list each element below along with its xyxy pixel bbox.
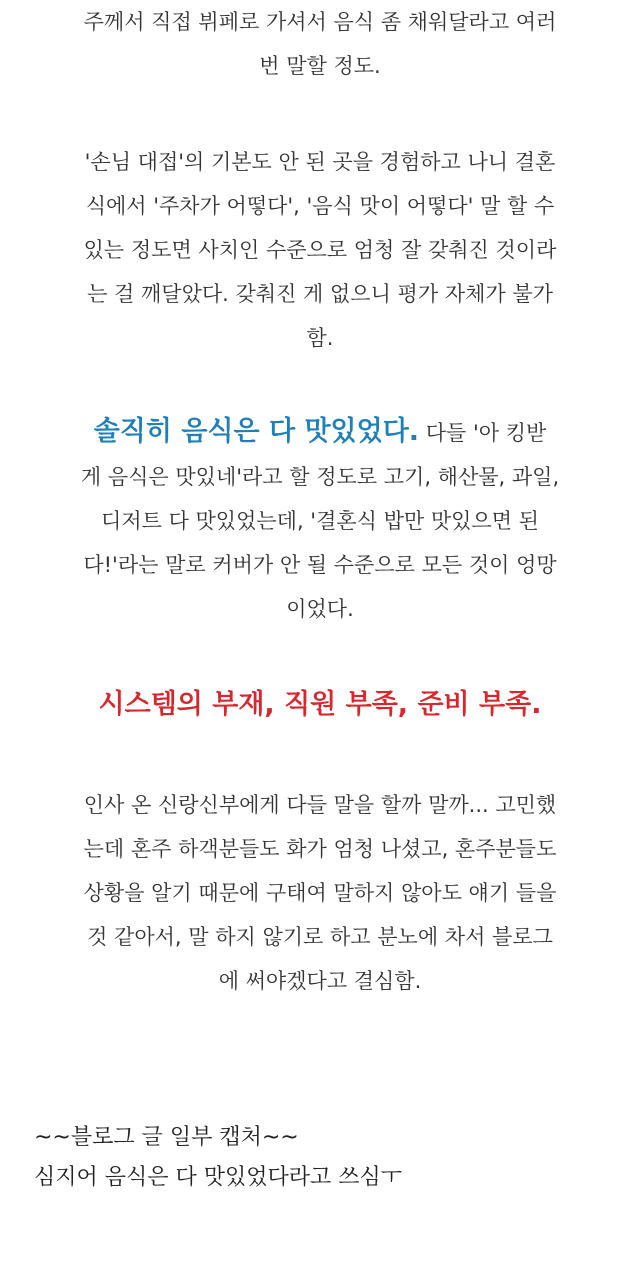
text-line: 에 써야겠다고 결심함. bbox=[218, 969, 422, 993]
post-caption bbox=[34, 1118, 614, 1198]
caption-line: 심지어 음식은 다 맛있었다라고 쓰심ㅜ bbox=[34, 1165, 403, 1190]
text-line: '손님 대접'의 기본도 안 된 곳을 경험하고 나니 결혼 bbox=[84, 150, 556, 174]
text-line: 이었다. bbox=[286, 597, 354, 621]
paragraph-decision bbox=[40, 783, 600, 1003]
text-line: 디저트 다 맛있었는데, '결혼식 밥만 맛있으면 된 bbox=[101, 509, 539, 533]
text-line: 다!'라는 말로 커버가 안 될 수준으로 모든 것이 엉망 bbox=[83, 553, 557, 577]
text-line: 있는 정도면 사치인 수준으로 엄청 잘 갖춰진 것이라 bbox=[83, 238, 557, 262]
text-line: 함. bbox=[306, 326, 334, 350]
text-line: 인사 온 신랑신부에게 다들 말을 할까 말까... 고민했 bbox=[83, 793, 557, 817]
text-line: 상황을 알기 때문에 구태여 말하지 않아도 얘기 들을 bbox=[83, 881, 557, 905]
caption-line: ~~블로그 글 일부 캡처~~ bbox=[34, 1125, 299, 1150]
text-line: 주께서 직접 뷔페로 가셔서 음식 좀 채워달라고 여러 bbox=[83, 10, 557, 34]
text-fragment: 다들 '아 킹받 bbox=[419, 421, 547, 445]
paragraph-buffet bbox=[40, 0, 600, 88]
paragraph-hospitality bbox=[40, 140, 600, 360]
text-line: 는데 혼주 하객분들도 화가 엄청 나셨고, 혼주분들도 bbox=[83, 837, 557, 861]
blog-capture bbox=[40, 0, 600, 1003]
highlight-text: 솔직히 음식은 다 맛있었다. bbox=[93, 416, 420, 447]
text-line bbox=[40, 410, 600, 455]
text-line: 게 음식은 맛있네'라고 할 정도로 고기, 해산물, 과일, bbox=[80, 465, 560, 489]
paragraph-food bbox=[40, 410, 600, 631]
text-line: 는 걸 깨달았다. 갖춰진 게 없으니 평가 자체가 불가 bbox=[87, 282, 553, 306]
text-line: 식에서 '주차가 어떻다', '음식 맛이 어떻다' 말 할 수 bbox=[85, 194, 555, 218]
text-line: 번 말할 정도. bbox=[259, 54, 381, 78]
text-line: 것 같아서, 말 하지 않기로 하고 분노에 차서 블로그 bbox=[87, 925, 553, 949]
section-heading: 시스템의 부재, 직원 부족, 준비 부족. bbox=[98, 689, 542, 720]
